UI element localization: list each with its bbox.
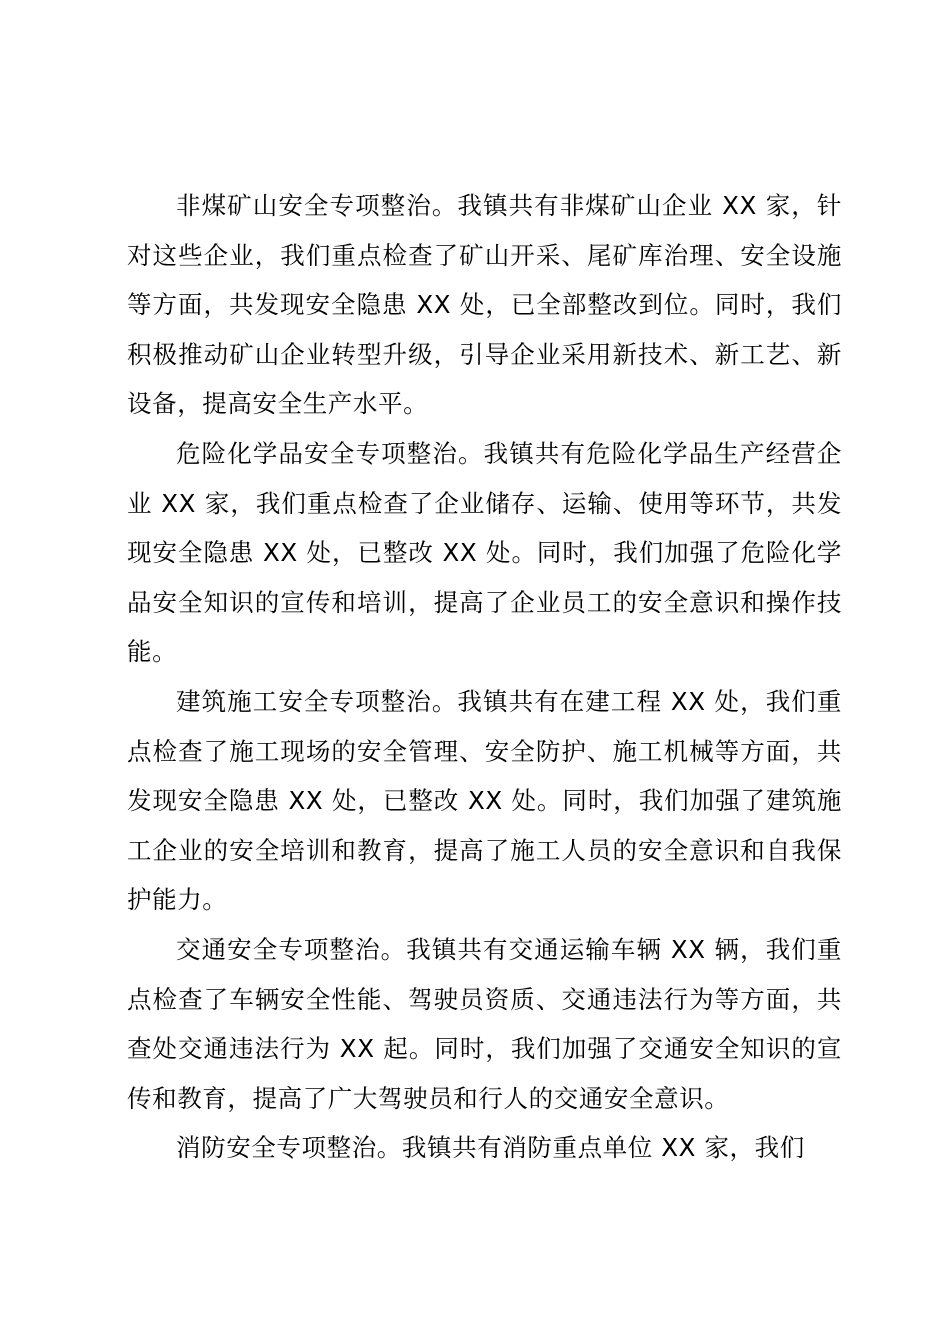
paragraph-hazardous-chemicals-safety: 危险化学品安全专项整治。我镇共有危险化学品生产经营企业 XX 家，我们重点检查了企业储存、运输、使用等环节，共发现安全隐患 XX 处，已整改 XX 处。同时，我们加强了危险化学品安全知识的宣传和培训，提高了企业员工的安全意识和操作技能。: [127, 438, 842, 667]
paragraph-construction-safety: 建筑施工安全专项整治。我镇共有在建工程 XX 处，我们重点检查了施工现场的安全管理、安全防护、施工机械等方面，共发现安全隐患 XX 处，已整改 XX 处。同时，我们加强了建筑施工企业的安全培训和教育，提高了施工人员的安全意识和自我保护能力。: [127, 686, 842, 915]
document-body: [127, 181, 842, 1173]
paragraph-fire-safety: 消防安全专项整治。我镇共有消防重点单位 XX 家，我们: [176, 1133, 805, 1163]
paragraph-non-coal-mine-safety: 非煤矿山安全专项整治。我镇共有非煤矿山企业 XX 家，针对这些企业，我们重点检查了矿山开采、尾矿库治理、安全设施等方面，共发现安全隐患 XX 处，已全部整改到位。同时，我们积极推动矿山企业转型升级，引导企业采用新技术、新工艺、新设备，提高安全生产水平。: [127, 191, 842, 419]
paragraph-traffic-safety: 交通安全专项整治。我镇共有交通运输车辆 XX 辆，我们重点检查了车辆安全性能、驾驶员资质、交通违法行为等方面，共查处交通违法行为 XX 起。同时，我们加强了交通安全知识的宣传和教育，提高了广大驾驶员和行人的交通安全意识。: [127, 934, 842, 1113]
